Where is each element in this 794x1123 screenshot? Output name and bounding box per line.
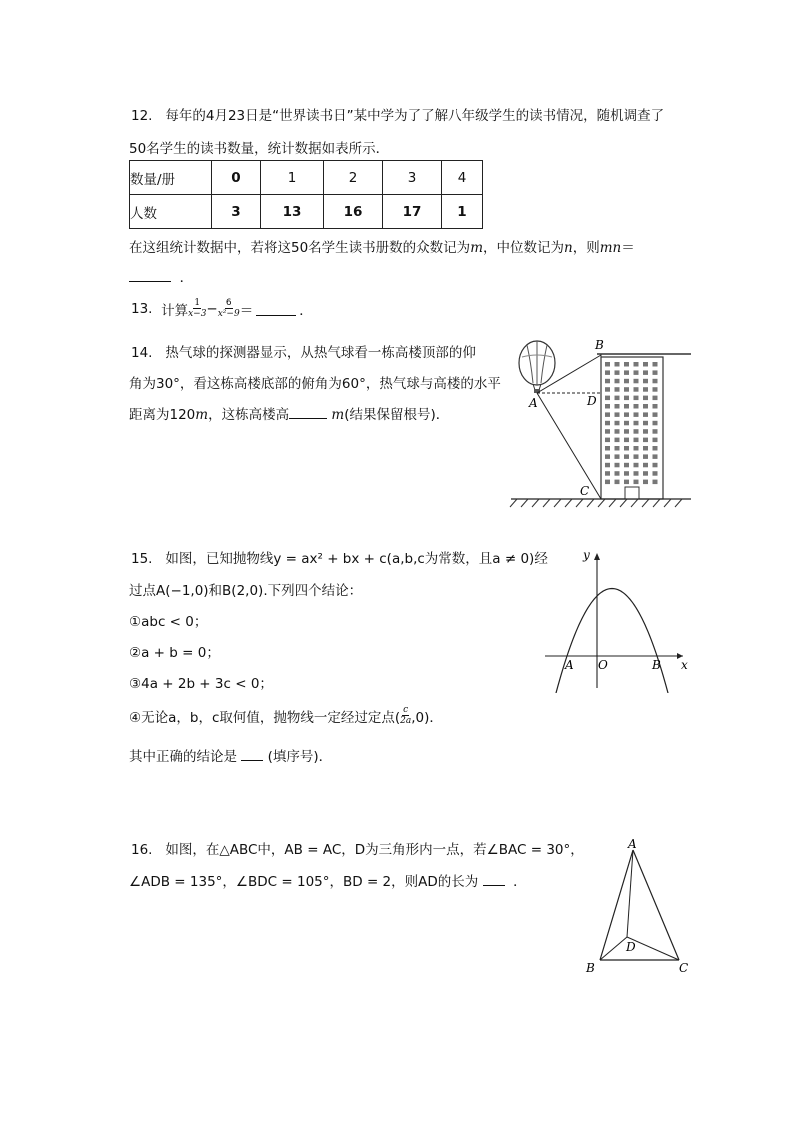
fraction-c-2a (400, 705, 411, 726)
table-cell: 4 (442, 161, 483, 195)
window-mark (643, 480, 648, 485)
label-B: B (595, 338, 604, 352)
window-mark (605, 379, 610, 384)
ground-hatch (532, 499, 539, 507)
ground-hatch (543, 499, 550, 507)
window-mark (653, 446, 658, 451)
window-mark (653, 396, 658, 401)
ground-hatch (620, 499, 627, 507)
frac1-num: 1 (194, 298, 201, 308)
eq-sign: ＝ (239, 302, 254, 319)
label-C: C (679, 961, 689, 975)
q15-q-text: 其中正确的结论是 (129, 749, 237, 765)
ground-hatch (642, 499, 649, 507)
window-mark (643, 387, 648, 392)
q16-text-a: ∠ADB = 135°，∠BDC = 105°，BD = 2，则AD的长为 (129, 874, 479, 890)
ground-hatch (521, 499, 528, 507)
window-mark (643, 370, 648, 375)
window-mark (643, 463, 648, 468)
window-mark (653, 379, 658, 384)
window-mark (653, 463, 658, 468)
q15-conclusion-2: ②a + b = 0； (129, 645, 220, 661)
window-mark (653, 480, 658, 485)
q12-text-c: ，则 (572, 240, 600, 256)
label-A: A (529, 396, 538, 410)
table-row (130, 161, 483, 195)
ground-hatch (598, 499, 605, 507)
q13-label: 计算 (161, 302, 189, 319)
answer-blank[interactable] (289, 404, 327, 419)
q15-q-end: (填序号)． (267, 749, 333, 765)
ground-hatch (631, 499, 638, 507)
q15-number: 15. (131, 551, 153, 567)
q13-number: 13. (131, 300, 153, 317)
label-x: x (681, 658, 688, 672)
window-mark (634, 370, 639, 375)
unit-m: m (331, 407, 345, 423)
window-mark (624, 471, 629, 476)
window-mark (605, 471, 610, 476)
frac-den: 2a (400, 716, 412, 726)
parabola-curve (555, 589, 669, 694)
q12-text-a: 在这组统计数据中，若将这50名学生读书册数的众数记为 (129, 240, 471, 256)
window-mark (634, 362, 639, 367)
q12-end: ． (179, 270, 194, 286)
q15-conclusion-4 (129, 705, 443, 726)
window-mark (624, 438, 629, 443)
ground-hatch (565, 499, 572, 507)
ground-hatch (576, 499, 583, 507)
label-D: D (587, 394, 597, 408)
window-mark (624, 480, 629, 485)
window-mark (624, 396, 629, 401)
window-mark (634, 396, 639, 401)
window-mark (615, 471, 620, 476)
q12-line2: 50名学生的读书数量，统计数据如表所示． (129, 141, 390, 157)
window-mark (624, 379, 629, 384)
fraction-1 (188, 298, 206, 319)
q14-number: 14. (131, 345, 153, 361)
q14-line2: 角为30°，看这栋高楼底部的俯角为60°，热气球与高楼的水平 (129, 376, 501, 392)
label-D: D (626, 940, 636, 954)
window-mark (634, 480, 639, 485)
window-mark (615, 387, 620, 392)
window-mark (615, 480, 620, 485)
frac1-den: x−3 (188, 309, 207, 319)
window-mark (624, 446, 629, 451)
ground-hatch (653, 499, 660, 507)
table-cell: 0 (212, 161, 261, 195)
q16-line2 (129, 870, 527, 890)
label-C: C (580, 484, 590, 498)
window-mark (624, 454, 629, 459)
q16-number: 16. (131, 842, 153, 858)
answer-blank[interactable] (256, 301, 296, 316)
window-mark (605, 429, 610, 434)
ground-hatch (664, 499, 671, 507)
table-cell: 3 (383, 161, 442, 195)
frac-num: c (403, 705, 409, 715)
window-mark (624, 387, 629, 392)
ground-hatch (554, 499, 561, 507)
window-mark (634, 404, 639, 409)
q15-c4-text: ④无论a，b，c取何值，抛物线一定经过定点( (129, 709, 401, 726)
q15-text-line1: 如图，已知抛物线y = ax² + bx + c(a,b,c为常数，且a ≠ 0)经 (165, 551, 548, 567)
minus-sign: − (206, 300, 218, 317)
table-cell: 1 (442, 195, 483, 229)
label-A: A (628, 837, 637, 851)
window-mark (643, 379, 648, 384)
window-mark (653, 454, 658, 459)
window-mark (605, 454, 610, 459)
window-mark (643, 454, 648, 459)
window-mark (634, 429, 639, 434)
window-mark (615, 421, 620, 426)
reading-stats-table (129, 160, 483, 229)
table-cell: 数量/册 (130, 161, 212, 195)
window-mark (653, 387, 658, 392)
window-mark (605, 396, 610, 401)
label-y: y (583, 548, 590, 562)
window-mark (605, 404, 610, 409)
window-mark (653, 429, 658, 434)
q15-line1 (131, 547, 548, 567)
window-mark (634, 463, 639, 468)
window-mark (643, 396, 648, 401)
window-mark (624, 362, 629, 367)
window-mark (615, 454, 620, 459)
window-mark (653, 404, 658, 409)
label-O: O (598, 658, 608, 672)
window-mark (643, 421, 648, 426)
q12-text-line1: 每年的4月23日是“世界读书日”某中学为了了解八年级学生的读书情况，随机调查了 (165, 108, 665, 124)
frac2-num: 6 (225, 298, 232, 308)
parabola-figure (543, 545, 695, 693)
triangle-figure (578, 836, 698, 981)
label-A: A (565, 658, 574, 672)
window-mark (615, 438, 620, 443)
q13-end: ． (299, 302, 313, 319)
unit-m: m (195, 407, 209, 423)
window-mark (634, 412, 639, 417)
window-mark (653, 438, 658, 443)
table-cell: 2 (324, 161, 383, 195)
window-mark (624, 404, 629, 409)
window-mark (643, 429, 648, 434)
building-icon (597, 354, 691, 499)
window-mark (624, 421, 629, 426)
q16-line1 (131, 838, 584, 858)
eq-sign: ＝ (621, 240, 635, 256)
label-B: B (652, 658, 661, 672)
fraction-2 (218, 298, 240, 319)
window-mark (615, 404, 620, 409)
q14-line1 (131, 341, 476, 361)
window-mark (634, 471, 639, 476)
window-mark (615, 370, 620, 375)
window-mark (605, 370, 610, 375)
q15-c4-end: ,0)． (411, 709, 443, 726)
answer-blank[interactable] (241, 746, 263, 761)
table-cell: 3 (212, 195, 261, 229)
expr-mn: mn (599, 240, 622, 256)
q12-answer-line (129, 266, 193, 286)
table-cell: 16 (324, 195, 383, 229)
ground-hatch (675, 499, 682, 507)
window-mark (643, 362, 648, 367)
window-mark (643, 471, 648, 476)
q15-line2: 过点A(−1,0)和B(2,0).下列四个结论： (129, 583, 363, 599)
q15-conclusion-3: ③4a + 2b + 3c < 0； (129, 676, 273, 692)
q15-conclusion-1: ①abc < 0； (129, 614, 208, 630)
q12-number: 12. (131, 108, 153, 124)
window-mark (634, 438, 639, 443)
answer-blank[interactable] (129, 267, 171, 282)
q16-text-line1: 如图，在△ABC中，AB = AC，D为三角形内一点，若∠BAC = 30°， (165, 842, 584, 858)
window-mark (634, 387, 639, 392)
balloon-building-figure (505, 335, 700, 515)
window-mark (634, 454, 639, 459)
window-mark (643, 412, 648, 417)
window-mark (615, 379, 620, 384)
q14-line3 (129, 403, 449, 423)
window-mark (615, 396, 620, 401)
q12-text-b: ，中位数记为 (483, 240, 564, 256)
window-mark (615, 412, 620, 417)
ground-hatch (609, 499, 616, 507)
window-mark (605, 412, 610, 417)
window-mark (624, 429, 629, 434)
window-mark (643, 404, 648, 409)
q14-text-b: ，这栋高楼高 (208, 407, 290, 423)
ground-hatch (510, 499, 517, 507)
q15-question (129, 745, 332, 765)
q12-line3 (129, 236, 635, 256)
window-mark (615, 429, 620, 434)
q14-text-c: (结果保留根号)． (344, 407, 450, 423)
window-mark (643, 438, 648, 443)
window-mark (653, 412, 658, 417)
table-cell: 13 (261, 195, 324, 229)
window-mark (605, 480, 610, 485)
window-mark (615, 362, 620, 367)
window-mark (624, 412, 629, 417)
label-B: B (586, 961, 595, 975)
window-mark (605, 446, 610, 451)
table-cell: 人数 (130, 195, 212, 229)
var-n: n (564, 240, 573, 256)
window-mark (634, 379, 639, 384)
window-mark (634, 421, 639, 426)
q14-text-line1: 热气球的探测器显示，从热气球看一栋高楼顶部的仰 (165, 345, 476, 361)
ground-hatch (587, 499, 594, 507)
table-cell: 1 (261, 161, 324, 195)
window-mark (653, 421, 658, 426)
window-mark (653, 471, 658, 476)
window-mark (605, 387, 610, 392)
window-mark (605, 421, 610, 426)
q13-line (131, 298, 313, 319)
table-row (130, 195, 483, 229)
window-mark (615, 463, 620, 468)
table-cell: 17 (383, 195, 442, 229)
window-mark (624, 463, 629, 468)
answer-blank[interactable] (483, 871, 505, 886)
window-mark (653, 362, 658, 367)
var-m: m (470, 240, 483, 256)
window-mark (634, 446, 639, 451)
window-mark (605, 362, 610, 367)
window-mark (643, 446, 648, 451)
q16-end: ． (513, 874, 527, 890)
frac2-den: x²−9 (217, 309, 240, 319)
window-mark (615, 446, 620, 451)
window-mark (605, 463, 610, 468)
q14-text-a: 距离为120 (129, 407, 196, 423)
window-mark (605, 438, 610, 443)
window-mark (653, 370, 658, 375)
window-mark (624, 370, 629, 375)
q12-line1 (131, 104, 664, 124)
